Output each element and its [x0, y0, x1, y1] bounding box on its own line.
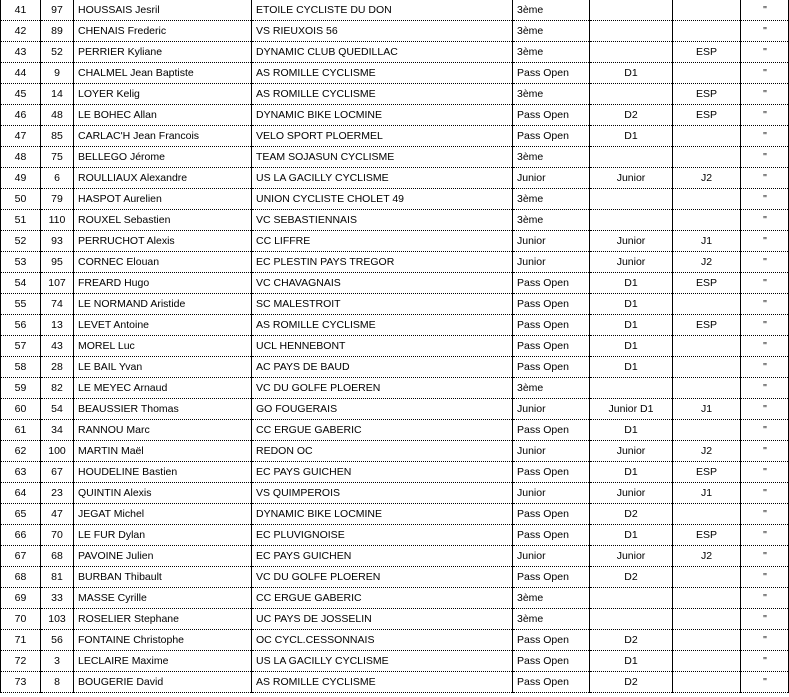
- time-cell: ": [741, 84, 789, 105]
- table-row: [1, 483, 789, 504]
- category-cell: Pass Open: [513, 294, 590, 315]
- category-cell: Pass Open: [513, 126, 590, 147]
- rider-name-cell: CORNEC Elouan: [74, 252, 252, 273]
- rider-name-cell: ROULLIAUX Alexandre: [74, 168, 252, 189]
- table-row: [1, 567, 789, 588]
- rider-name-cell: ROUXEL Sebastien: [74, 210, 252, 231]
- rank-cell: 66: [1, 525, 41, 546]
- club-cell: REDON OC: [252, 441, 513, 462]
- age-class-cell: ESP: [673, 273, 741, 294]
- bib-number-cell: 85: [41, 126, 74, 147]
- age-class-cell: [673, 21, 741, 42]
- table-row: [1, 252, 789, 273]
- bib-number-cell: 56: [41, 630, 74, 651]
- rank-cell: 46: [1, 105, 41, 126]
- table-row: [1, 315, 789, 336]
- age-class-cell: ESP: [673, 315, 741, 336]
- category-cell: Pass Open: [513, 63, 590, 84]
- age-class-cell: ESP: [673, 105, 741, 126]
- division-cell: D2: [590, 630, 673, 651]
- category-cell: Junior: [513, 168, 590, 189]
- club-cell: EC PAYS GUICHEN: [252, 546, 513, 567]
- rank-cell: 51: [1, 210, 41, 231]
- table-row: [1, 0, 789, 21]
- division-cell: Junior: [590, 231, 673, 252]
- time-cell: ": [741, 294, 789, 315]
- age-class-cell: [673, 420, 741, 441]
- age-class-cell: J2: [673, 546, 741, 567]
- rank-cell: 64: [1, 483, 41, 504]
- category-cell: 3ème: [513, 147, 590, 168]
- club-cell: VC DU GOLFE PLOEREN: [252, 378, 513, 399]
- bib-number-cell: 107: [41, 273, 74, 294]
- category-cell: Pass Open: [513, 357, 590, 378]
- rank-cell: 73: [1, 672, 41, 693]
- division-cell: [590, 0, 673, 21]
- bib-number-cell: 52: [41, 42, 74, 63]
- club-cell: AS ROMILLE CYCLISME: [252, 63, 513, 84]
- category-cell: Pass Open: [513, 651, 590, 672]
- age-class-cell: [673, 357, 741, 378]
- rider-name-cell: HOUSSAIS Jesril: [74, 0, 252, 21]
- time-cell: ": [741, 546, 789, 567]
- category-cell: 3ème: [513, 84, 590, 105]
- category-cell: Pass Open: [513, 105, 590, 126]
- table-row: [1, 399, 789, 420]
- division-cell: [590, 609, 673, 630]
- division-cell: D1: [590, 357, 673, 378]
- category-cell: Pass Open: [513, 420, 590, 441]
- division-cell: Junior: [590, 483, 673, 504]
- time-cell: ": [741, 525, 789, 546]
- club-cell: UC PAYS DE JOSSELIN: [252, 609, 513, 630]
- division-cell: Junior: [590, 546, 673, 567]
- rider-name-cell: PERRUCHOT Alexis: [74, 231, 252, 252]
- rider-name-cell: MOREL Luc: [74, 336, 252, 357]
- rider-name-cell: FREARD Hugo: [74, 273, 252, 294]
- bib-number-cell: 75: [41, 147, 74, 168]
- division-cell: Junior D1: [590, 399, 673, 420]
- time-cell: ": [741, 420, 789, 441]
- rank-cell: 49: [1, 168, 41, 189]
- bib-number-cell: 95: [41, 252, 74, 273]
- club-cell: AS ROMILLE CYCLISME: [252, 315, 513, 336]
- rank-cell: 59: [1, 378, 41, 399]
- age-class-cell: [673, 651, 741, 672]
- table-row: [1, 42, 789, 63]
- category-cell: Junior: [513, 441, 590, 462]
- bib-number-cell: 93: [41, 231, 74, 252]
- club-cell: VC DU GOLFE PLOEREN: [252, 567, 513, 588]
- time-cell: ": [741, 567, 789, 588]
- bib-number-cell: 68: [41, 546, 74, 567]
- age-class-cell: ESP: [673, 462, 741, 483]
- category-cell: Pass Open: [513, 567, 590, 588]
- category-cell: Junior: [513, 546, 590, 567]
- rider-name-cell: MARTIN Maël: [74, 441, 252, 462]
- rank-cell: 56: [1, 315, 41, 336]
- age-class-cell: ESP: [673, 525, 741, 546]
- table-row: [1, 168, 789, 189]
- division-cell: D2: [590, 105, 673, 126]
- table-row: [1, 378, 789, 399]
- division-cell: D1: [590, 420, 673, 441]
- division-cell: D1: [590, 63, 673, 84]
- time-cell: ": [741, 210, 789, 231]
- club-cell: AS ROMILLE CYCLISME: [252, 84, 513, 105]
- rider-name-cell: LECLAIRE Maxime: [74, 651, 252, 672]
- time-cell: ": [741, 21, 789, 42]
- rank-cell: 69: [1, 588, 41, 609]
- age-class-cell: [673, 378, 741, 399]
- club-cell: ETOILE CYCLISTE DU DON: [252, 0, 513, 21]
- time-cell: ": [741, 273, 789, 294]
- bib-number-cell: 48: [41, 105, 74, 126]
- age-class-cell: [673, 63, 741, 84]
- bib-number-cell: 3: [41, 651, 74, 672]
- table-row: [1, 420, 789, 441]
- category-cell: 3ème: [513, 42, 590, 63]
- rider-name-cell: LE BAIL Yvan: [74, 357, 252, 378]
- rank-cell: 65: [1, 504, 41, 525]
- category-cell: Pass Open: [513, 630, 590, 651]
- club-cell: DYNAMIC BIKE LOCMINE: [252, 504, 513, 525]
- club-cell: EC PLUVIGNOISE: [252, 525, 513, 546]
- age-class-cell: [673, 567, 741, 588]
- category-cell: 3ème: [513, 0, 590, 21]
- age-class-cell: [673, 630, 741, 651]
- bib-number-cell: 100: [41, 441, 74, 462]
- bib-number-cell: 47: [41, 504, 74, 525]
- age-class-cell: J1: [673, 399, 741, 420]
- division-cell: [590, 21, 673, 42]
- time-cell: ": [741, 147, 789, 168]
- division-cell: [590, 147, 673, 168]
- club-cell: CC LIFFRE: [252, 231, 513, 252]
- division-cell: D2: [590, 504, 673, 525]
- rank-cell: 72: [1, 651, 41, 672]
- time-cell: ": [741, 315, 789, 336]
- time-cell: ": [741, 189, 789, 210]
- category-cell: 3ème: [513, 588, 590, 609]
- bib-number-cell: 81: [41, 567, 74, 588]
- category-cell: Pass Open: [513, 504, 590, 525]
- bib-number-cell: 14: [41, 84, 74, 105]
- table-row: [1, 336, 789, 357]
- table-row: [1, 84, 789, 105]
- rank-cell: 63: [1, 462, 41, 483]
- time-cell: ": [741, 63, 789, 84]
- age-class-cell: [673, 0, 741, 21]
- rider-name-cell: BEAUSSIER Thomas: [74, 399, 252, 420]
- age-class-cell: [673, 294, 741, 315]
- bib-number-cell: 43: [41, 336, 74, 357]
- rider-name-cell: LE FUR Dylan: [74, 525, 252, 546]
- club-cell: GO FOUGERAIS: [252, 399, 513, 420]
- bib-number-cell: 34: [41, 420, 74, 441]
- club-cell: CC ERGUE GABERIC: [252, 588, 513, 609]
- age-class-cell: ESP: [673, 84, 741, 105]
- rank-cell: 53: [1, 252, 41, 273]
- table-row: [1, 189, 789, 210]
- rider-name-cell: LE MEYEC Arnaud: [74, 378, 252, 399]
- bib-number-cell: 67: [41, 462, 74, 483]
- club-cell: SC MALESTROIT: [252, 294, 513, 315]
- table-row: [1, 672, 789, 693]
- rank-cell: 42: [1, 21, 41, 42]
- rank-cell: 41: [1, 0, 41, 21]
- time-cell: ": [741, 105, 789, 126]
- rank-cell: 48: [1, 147, 41, 168]
- rider-name-cell: ROSELIER Stephane: [74, 609, 252, 630]
- time-cell: ": [741, 630, 789, 651]
- rank-cell: 44: [1, 63, 41, 84]
- division-cell: D1: [590, 462, 673, 483]
- age-class-cell: [673, 210, 741, 231]
- time-cell: ": [741, 168, 789, 189]
- table-row: [1, 609, 789, 630]
- rider-name-cell: LE BOHEC Allan: [74, 105, 252, 126]
- table-row: [1, 147, 789, 168]
- age-class-cell: ESP: [673, 42, 741, 63]
- bib-number-cell: 33: [41, 588, 74, 609]
- club-cell: VC CHAVAGNAIS: [252, 273, 513, 294]
- division-cell: D1: [590, 651, 673, 672]
- category-cell: 3ème: [513, 21, 590, 42]
- bib-number-cell: 79: [41, 189, 74, 210]
- bib-number-cell: 89: [41, 21, 74, 42]
- age-class-cell: [673, 126, 741, 147]
- time-cell: ": [741, 231, 789, 252]
- table-row: [1, 210, 789, 231]
- rider-name-cell: MASSE Cyrille: [74, 588, 252, 609]
- division-cell: D1: [590, 273, 673, 294]
- division-cell: [590, 189, 673, 210]
- club-cell: US LA GACILLY CYCLISME: [252, 651, 513, 672]
- age-class-cell: J1: [673, 483, 741, 504]
- rank-cell: 60: [1, 399, 41, 420]
- division-cell: D2: [590, 567, 673, 588]
- rider-name-cell: BOUGERIE David: [74, 672, 252, 693]
- table-row: [1, 651, 789, 672]
- table-row: [1, 630, 789, 651]
- rider-name-cell: LE NORMAND Aristide: [74, 294, 252, 315]
- time-cell: ": [741, 357, 789, 378]
- category-cell: Pass Open: [513, 525, 590, 546]
- category-cell: Pass Open: [513, 672, 590, 693]
- category-cell: Junior: [513, 231, 590, 252]
- category-cell: Pass Open: [513, 462, 590, 483]
- rank-cell: 45: [1, 84, 41, 105]
- time-cell: ": [741, 462, 789, 483]
- division-cell: D1: [590, 126, 673, 147]
- club-cell: UNION CYCLISTE CHOLET 49: [252, 189, 513, 210]
- rider-name-cell: CARLAC'H Jean Francois: [74, 126, 252, 147]
- rank-cell: 61: [1, 420, 41, 441]
- time-cell: ": [741, 609, 789, 630]
- bib-number-cell: 23: [41, 483, 74, 504]
- time-cell: ": [741, 336, 789, 357]
- rider-name-cell: RANNOU Marc: [74, 420, 252, 441]
- results-body: [1, 0, 789, 693]
- time-cell: ": [741, 588, 789, 609]
- division-cell: [590, 378, 673, 399]
- division-cell: D1: [590, 294, 673, 315]
- rider-name-cell: CHENAIS Frederic: [74, 21, 252, 42]
- division-cell: [590, 588, 673, 609]
- time-cell: ": [741, 651, 789, 672]
- club-cell: DYNAMIC BIKE LOCMINE: [252, 105, 513, 126]
- rank-cell: 62: [1, 441, 41, 462]
- table-row: [1, 294, 789, 315]
- rank-cell: 70: [1, 609, 41, 630]
- rider-name-cell: HASPOT Aurelien: [74, 189, 252, 210]
- category-cell: Junior: [513, 252, 590, 273]
- time-cell: ": [741, 126, 789, 147]
- age-class-cell: [673, 588, 741, 609]
- category-cell: Junior: [513, 399, 590, 420]
- table-row: [1, 231, 789, 252]
- rank-cell: 58: [1, 357, 41, 378]
- rank-cell: 47: [1, 126, 41, 147]
- table-row: [1, 357, 789, 378]
- time-cell: ": [741, 672, 789, 693]
- club-cell: AS ROMILLE CYCLISME: [252, 672, 513, 693]
- rank-cell: 55: [1, 294, 41, 315]
- table-row: [1, 273, 789, 294]
- age-class-cell: [673, 504, 741, 525]
- table-row: [1, 504, 789, 525]
- division-cell: [590, 84, 673, 105]
- table-row: [1, 126, 789, 147]
- rider-name-cell: BURBAN Thibault: [74, 567, 252, 588]
- bib-number-cell: 8: [41, 672, 74, 693]
- time-cell: ": [741, 504, 789, 525]
- age-class-cell: J2: [673, 168, 741, 189]
- table-row: [1, 546, 789, 567]
- bib-number-cell: 13: [41, 315, 74, 336]
- age-class-cell: J2: [673, 441, 741, 462]
- division-cell: D2: [590, 672, 673, 693]
- rider-name-cell: PERRIER Kyliane: [74, 42, 252, 63]
- rider-name-cell: LEVET Antoine: [74, 315, 252, 336]
- club-cell: UCL HENNEBONT: [252, 336, 513, 357]
- club-cell: EC PAYS GUICHEN: [252, 462, 513, 483]
- rider-name-cell: CHALMEL Jean Baptiste: [74, 63, 252, 84]
- division-cell: D1: [590, 336, 673, 357]
- rider-name-cell: JEGAT Michel: [74, 504, 252, 525]
- table-row: [1, 21, 789, 42]
- rank-cell: 43: [1, 42, 41, 63]
- category-cell: 3ème: [513, 189, 590, 210]
- club-cell: OC CYCL.CESSONNAIS: [252, 630, 513, 651]
- category-cell: Pass Open: [513, 336, 590, 357]
- division-cell: Junior: [590, 441, 673, 462]
- table-row: [1, 462, 789, 483]
- category-cell: Pass Open: [513, 273, 590, 294]
- category-cell: 3ème: [513, 378, 590, 399]
- age-class-cell: [673, 336, 741, 357]
- time-cell: ": [741, 483, 789, 504]
- rank-cell: 50: [1, 189, 41, 210]
- club-cell: DYNAMIC CLUB QUEDILLAC: [252, 42, 513, 63]
- rider-name-cell: LOYER Kelig: [74, 84, 252, 105]
- club-cell: VELO SPORT PLOERMEL: [252, 126, 513, 147]
- bib-number-cell: 97: [41, 0, 74, 21]
- rank-cell: 71: [1, 630, 41, 651]
- club-cell: VS QUIMPEROIS: [252, 483, 513, 504]
- bib-number-cell: 9: [41, 63, 74, 84]
- age-class-cell: J1: [673, 231, 741, 252]
- table-row: [1, 105, 789, 126]
- rider-name-cell: FONTAINE Christophe: [74, 630, 252, 651]
- rank-cell: 68: [1, 567, 41, 588]
- category-cell: Junior: [513, 483, 590, 504]
- rider-name-cell: PAVOINE Julien: [74, 546, 252, 567]
- division-cell: D1: [590, 315, 673, 336]
- club-cell: VS RIEUXOIS 56: [252, 21, 513, 42]
- time-cell: ": [741, 441, 789, 462]
- age-class-cell: [673, 609, 741, 630]
- club-cell: TEAM SOJASUN CYCLISME: [252, 147, 513, 168]
- age-class-cell: [673, 147, 741, 168]
- club-cell: AC PAYS DE BAUD: [252, 357, 513, 378]
- bib-number-cell: 82: [41, 378, 74, 399]
- category-cell: Pass Open: [513, 315, 590, 336]
- division-cell: [590, 42, 673, 63]
- rider-name-cell: QUINTIN Alexis: [74, 483, 252, 504]
- age-class-cell: [673, 672, 741, 693]
- club-cell: EC PLESTIN PAYS TREGOR: [252, 252, 513, 273]
- rider-name-cell: BELLEGO Jérome: [74, 147, 252, 168]
- bib-number-cell: 54: [41, 399, 74, 420]
- age-class-cell: [673, 189, 741, 210]
- age-class-cell: J2: [673, 252, 741, 273]
- table-row: [1, 63, 789, 84]
- division-cell: D1: [590, 525, 673, 546]
- time-cell: ": [741, 252, 789, 273]
- bib-number-cell: 103: [41, 609, 74, 630]
- rank-cell: 67: [1, 546, 41, 567]
- category-cell: 3ème: [513, 609, 590, 630]
- table-row: [1, 588, 789, 609]
- time-cell: ": [741, 378, 789, 399]
- table-row: [1, 525, 789, 546]
- rank-cell: 57: [1, 336, 41, 357]
- rank-cell: 54: [1, 273, 41, 294]
- time-cell: ": [741, 0, 789, 21]
- time-cell: ": [741, 399, 789, 420]
- bib-number-cell: 110: [41, 210, 74, 231]
- rider-name-cell: HOUDELINE Bastien: [74, 462, 252, 483]
- bib-number-cell: 74: [41, 294, 74, 315]
- club-cell: US LA GACILLY CYCLISME: [252, 168, 513, 189]
- time-cell: ": [741, 42, 789, 63]
- division-cell: Junior: [590, 168, 673, 189]
- bib-number-cell: 6: [41, 168, 74, 189]
- rank-cell: 52: [1, 231, 41, 252]
- club-cell: VC SEBASTIENNAIS: [252, 210, 513, 231]
- category-cell: 3ème: [513, 210, 590, 231]
- bib-number-cell: 70: [41, 525, 74, 546]
- division-cell: [590, 210, 673, 231]
- bib-number-cell: 28: [41, 357, 74, 378]
- club-cell: CC ERGUE GABERIC: [252, 420, 513, 441]
- table-row: [1, 441, 789, 462]
- division-cell: Junior: [590, 252, 673, 273]
